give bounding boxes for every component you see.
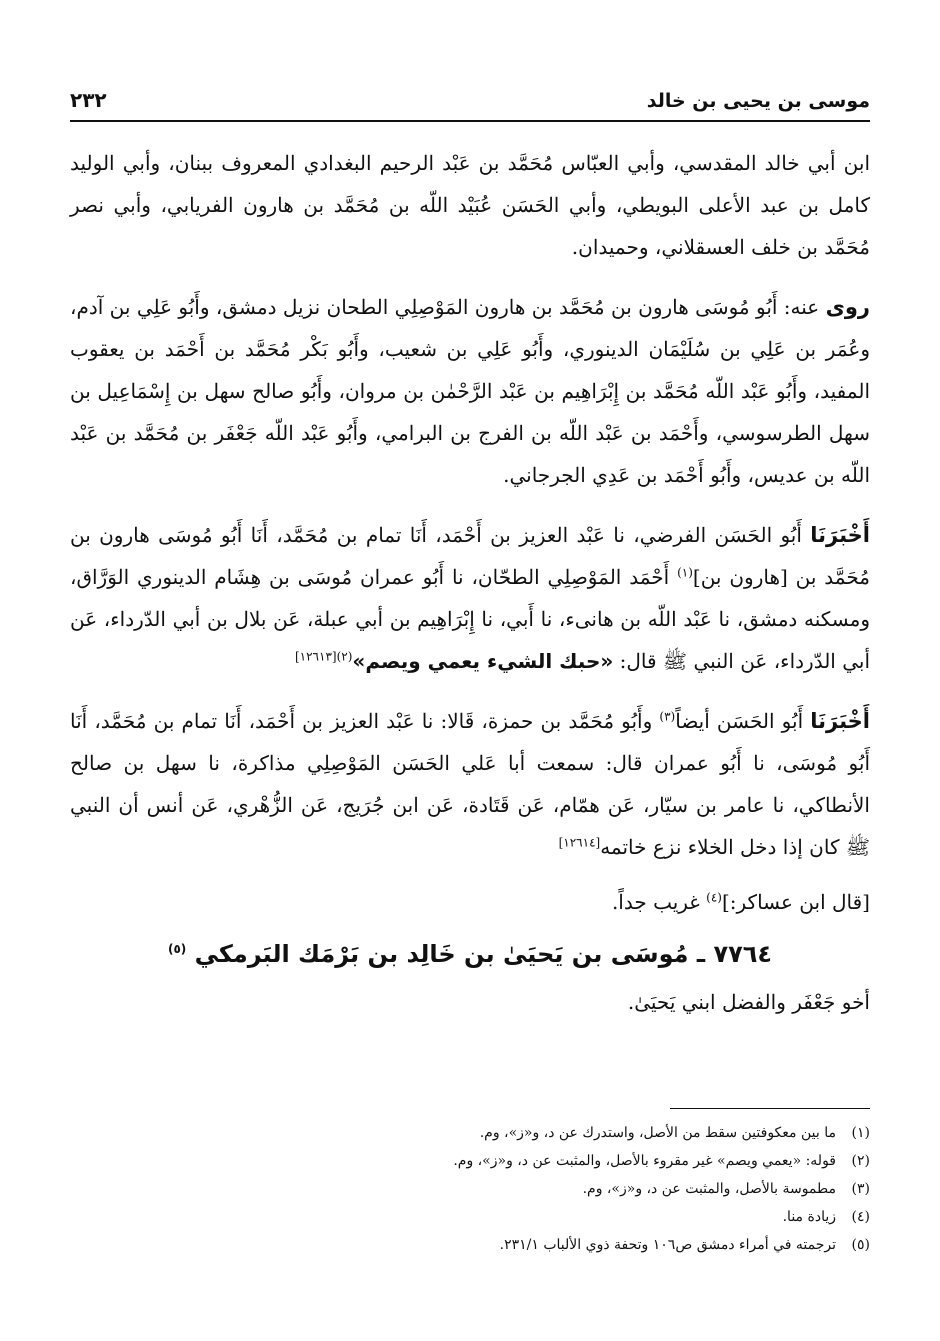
footnote [70, 1119, 870, 1147]
hadith1-lead: أَخْبَرَنَا [810, 523, 870, 547]
narrators-paragraph [70, 286, 870, 496]
ibn-asakir-note [70, 882, 870, 922]
footnote-ref-1: (١) [677, 565, 693, 580]
hadith1-quote: «حبك الشيء يعمي ويصم» [352, 649, 614, 673]
footnote [70, 1147, 870, 1175]
footnote [70, 1231, 870, 1259]
footnote-number: (٥) [851, 1237, 870, 1253]
footnote-number: (٤) [851, 1209, 870, 1225]
narrators-text: عنه: أَبُو مُوسَى هارون بن مُحَمَّد بن هارون المَوْصِلِي الطحان نزيل دمشق، وأَبُو عَلِي بن آدم، وعُمَر بن عَلِي بن سُلَيْمَان الدينوري، وأَبُو عَلِي بن شعيب، وأَبُو بَكْر مُحَمَّد بن أَحْمَد بن يعقوب المفيد، وأَبُو عَبْد اللّه مُحَمَّد بن إِبْرَاهِيم بن عَبْد الرَّحْمٰن بن مروان، وأَبُو صالح سهل بن إِسْمَاعِيل بن سهل الطرسوسي، وأَحْمَد بن عَبْد اللّه بن الفرج بن البرامي، وأَبُو عَبْد اللّه جَعْفَر بن مُحَمَّد بن عَبْد اللّه بن عديس، وأَبُو أَحْمَد بن عَدِي الجرجاني. [70, 295, 870, 487]
entry-heading [70, 932, 870, 976]
hadith-paragraph-2 [70, 700, 870, 868]
footnote-text: قوله: «يعمي ويصم» غير مقروء بالأصل، والمثبت عن د، و«ز»، وم. [453, 1153, 836, 1169]
running-header [70, 80, 870, 122]
main-text [70, 142, 870, 1022]
footnote-ref-3: (٣) [659, 709, 676, 724]
entry-subtitle: أخو جَعْفَر والفضل ابني يَحيَىٰ. [627, 990, 870, 1014]
hadith2-reference: [١٢٦١٤] [558, 835, 601, 850]
hadith-paragraph-1 [70, 514, 870, 682]
hadith2-lead: أَخْبَرَنَا [810, 709, 870, 733]
teachers-paragraph: ابن أبي خالد المقدسي، وأبي العبّاس مُحَمَّد بن عَبْد الرحيم البغدادي المعروف ببنان، وأبي الوليد كامل بن عبد الأعلى البويطي، وأبي الحَسَن عُبَيْد اللّه بن مُحَمَّد بن هارون الفريابي، وأبي نصر مُحَمَّد بن خلف العسقلاني، وحميدان. [70, 151, 870, 259]
footnote-number: (٣) [851, 1181, 870, 1197]
footnote-ref-2: (٢)[١٢٦١٣] [294, 649, 353, 664]
footnote-text: ما بين معكوفتين سقط من الأصل، واستدرك عن د، و«ز»، وم. [479, 1125, 836, 1141]
entry-title: ٧٧٦٤ ـ مُوسَى بن يَحيَىٰ بن خَالِد بن بَرْمَك البَرمكي [194, 940, 773, 968]
footnote-text: مطموسة بالأصل، والمثبت عن د، و«ز»، وم. [582, 1181, 836, 1197]
running-title: موسى بن يحيى بن خالد [646, 90, 870, 112]
footnote-text: ترجمته في أمراء دمشق ص١٠٦ وتحفة ذوي الألباب ٢٣١/١. [499, 1237, 836, 1253]
footnote [70, 1175, 870, 1203]
hadith2-text-a: أَبُو الحَسَن أيضاً [675, 709, 811, 733]
narrators-lead: روى [825, 295, 870, 319]
footnote-number: (٢) [851, 1153, 870, 1169]
hadith1-text-a: أَبُو الحَسَن الفرضي، نا عَبْد العزيز بن أَحْمَد، أَنَا تمام بن مُحَمَّد، أَنَا أَبُو مُوسَى هارون بن مُحَمَّد بن [هارون بن] [70, 523, 870, 589]
footnote-ref-4: (٤) [706, 890, 722, 905]
footnote-text: زيادة منا. [782, 1209, 836, 1225]
footnote-divider [670, 1108, 870, 1109]
footnote-number: (١) [851, 1125, 870, 1141]
ibn-asakir-text: غريب جداً. [611, 890, 707, 914]
hadith1-text-b: أَحْمَد المَوْصِلِي الطحّان، نا أَبُو عمران مُوسَى بن هِشَام الدينوري الوَرَّاق، ومسكنه دمشق، نا عَبْد اللّه بن هانىء، نا أَبي، نا إِبْرَاهِيم بن أبي عبلة، عَن بلال بن أبي الدّرداء، عَن أبي الدّرداء، عَن النبي ﷺ قال: [70, 565, 870, 673]
ibn-asakir-label: [قال ابن عساكر:] [721, 890, 870, 914]
footnotes-section [70, 1108, 870, 1259]
footnote [70, 1203, 870, 1231]
footnote-ref-5: (٥) [167, 942, 187, 956]
hadith2-text-b: وأَبُو مُحَمَّد بن حمزة، قَالا: نا عَبْد العزيز بن أَحْمَد، أَنَا تمام بن مُحَمَّد، أَنَا أَبُو مُوسَى، نا أَبُو عمران قال: سمعت أبا عَلي الحَسَن المَوْصِلِي مذاكرة، نا سهل بن صالح الأنطاكي، نا عامر بن سيّار، عَن همّام، عَن قَتَادة، عَن ابن جُرَيج، عَن الزُّهْري، عَن أنس أن النبي ﷺ كان إذا دخل الخلاء نزع خاتمه [70, 709, 870, 859]
page-number: ٢٣٢ [70, 88, 107, 112]
